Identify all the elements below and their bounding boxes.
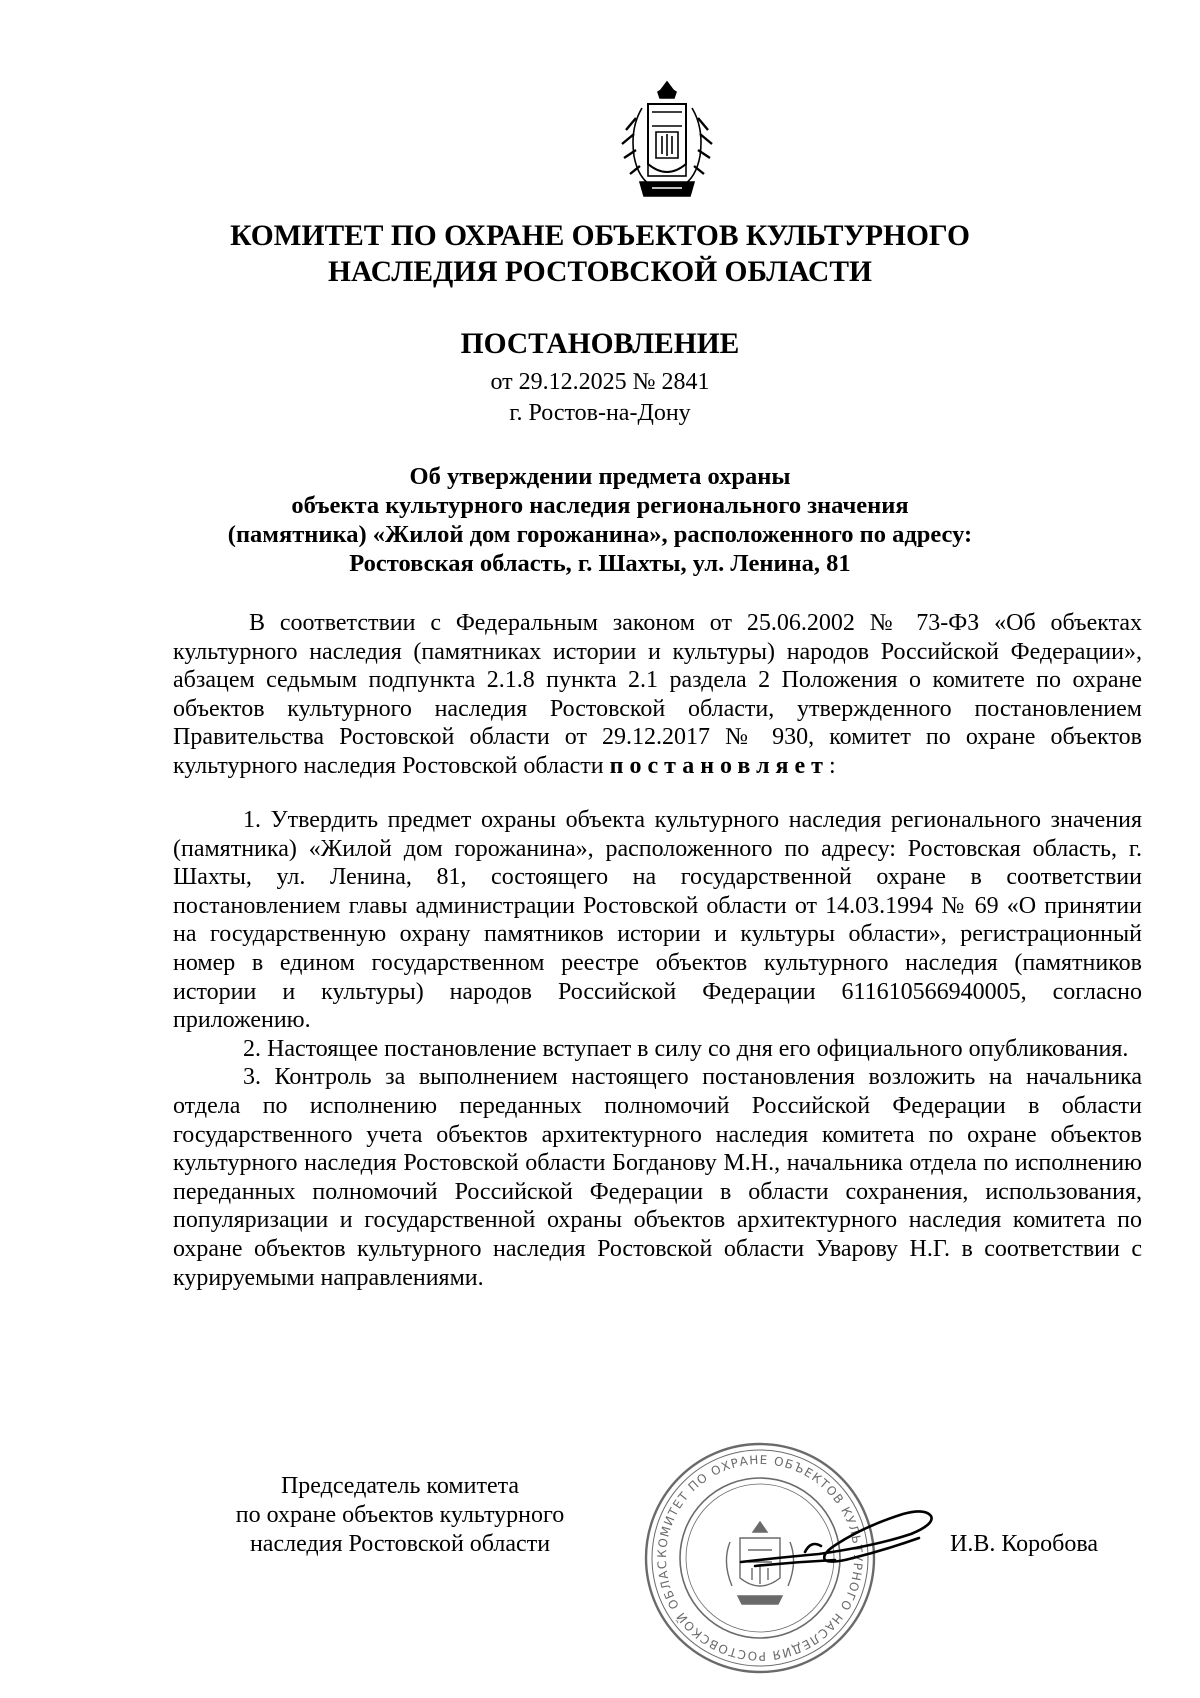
position-line-1: Председатель комитета [280,1473,520,1499]
document-city: г. Ростов-на-Дону [509,400,691,426]
handwritten-signature-icon [735,1500,940,1580]
coat-of-arms-icon [612,78,722,206]
document-type: ПОСТАНОВЛЕНИЕ [460,328,740,360]
subject-line-4: Ростовская область, г. Шахты, ул. Ленина, 81 [349,550,851,577]
operative-items [173,806,1142,1292]
preamble-block [173,609,1142,781]
organization-title-line-1: КОМИТЕТ ПО ОХРАНЕ ОБЪЕКТОВ КУЛЬТУРНОГО [230,220,970,252]
item-3: 3. Контроль за выполнением настоящего постановления возложить на начальника отдела по исполнению переданных полномочий Российской Федерации в области государственного учета объектов архитектурного наследия комитета по охране объектов культурного наследия Ростовской области Богданову М.Н., начальника отдела по исполнению переданных полномочий Российской Федерации в области сохранения, использования, популяризации и государственной охраны объектов архитектурного наследия комитета по охране объектов культурного наследия Ростовской области Уварову Н.Г. в соответствии с курируемыми направлениями. [173,1064,1142,1291]
position-line-2: по охране объектов культурного [235,1502,565,1528]
subject-line-1: Об утверждении предмета охраны [409,463,791,490]
subject-line-3: (памятника) «Жилой дом горожанина», расположенного по адресу: [227,521,973,548]
signatory-position [180,1472,620,1559]
decree-word: постановляет [609,752,829,779]
preamble-text: В соответствии с Федеральным законом от 25.06.2002 № 73-ФЗ «Об объектах культурного наследия (памятниках истории и культуры) народов Российской Федерации», абзацем седьмым подпункта 2.1.8 пункта 2.1 раздела 2 Положения о комитете по охране объектов культурного наследия Ростовской области, утвержденного постановлением Правительства Ростовской области от 29.12.2017 № 930, комитет по охране объектов культурного наследия Ростовской области [173,610,1142,779]
signatory-name: И.В. Коробова [950,1531,1099,1557]
item-1: 1. Утвердить предмет охраны объекта культурного наследия регионального значения (памятника) «Жилой дом горожанина», расположенного по адресу: Ростовская область, г. Шахты, ул. Ленина, 81, состоящего на государственной охране в соответствии постановлением главы администрации Ростовской области от 14.03.1994 № 69 «О принятии на государственную охрану памятников истории и культуры области», регистрационный номер в едином государственном реестре объектов культурного наследия (памятников истории и культуры) народов Российской Федерации 611610566940005, согласно приложению. [173,807,1142,1034]
organization-title [0,218,1200,290]
decree-colon: : [828,752,836,779]
seal-text: КОМИТЕТ ПО ОХРАНЕ ОБЪЕКТОВ КУЛЬТУРНОГО НАСЛЕДИЯ РОСТОВСКОЙ ОБЛАС [654,1452,866,1664]
organization-title-line-2: НАСЛЕДИЯ РОСТОВСКОЙ ОБЛАСТИ [328,256,872,288]
subject-line-2: объекта культурного наследия регионального значения [291,492,909,519]
document-subject [0,462,1200,578]
document-date-number: от 29.12.2025 № 2841 [490,369,710,395]
position-line-3: наследия Ростовской области [249,1531,551,1557]
preamble-paragraph [173,609,1142,781]
item-2: 2. Настоящее постановление вступает в силу со дня его официального опубликования. [243,1035,1129,1062]
